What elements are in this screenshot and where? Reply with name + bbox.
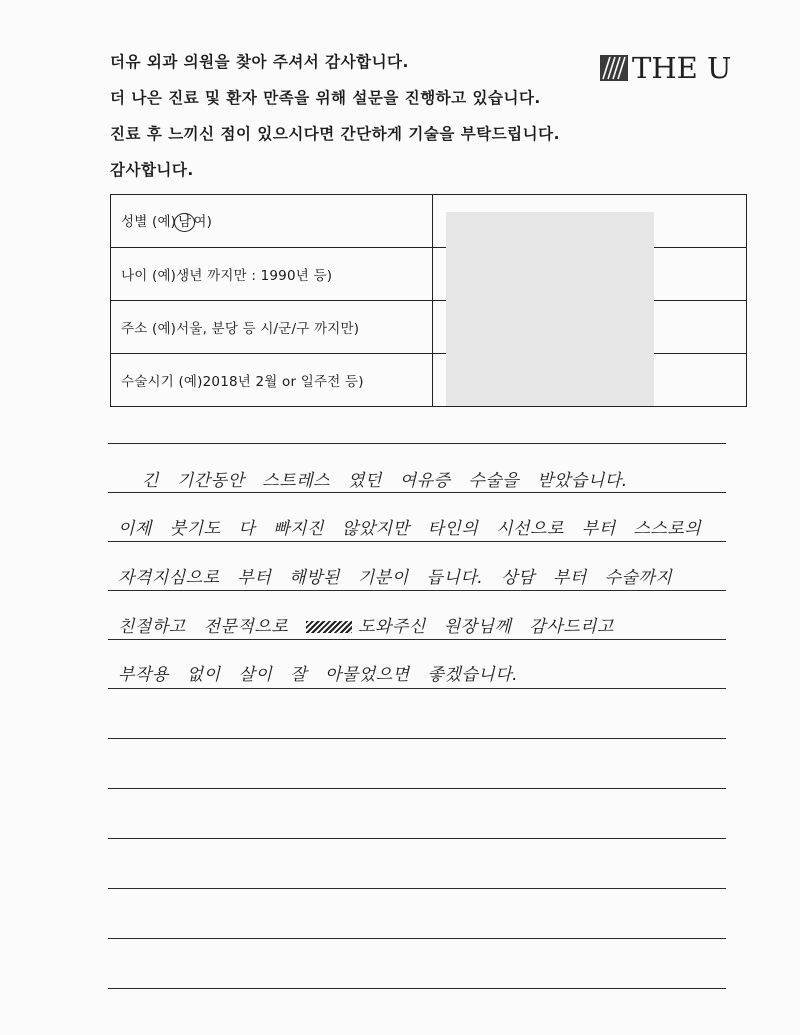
writing-rule bbox=[108, 938, 726, 939]
handwritten-line-4 bbox=[118, 612, 718, 637]
handwritten-line-4-end: 도와주신 원장님께 감사드리고 bbox=[358, 617, 614, 637]
gender-circled-option: 남 bbox=[174, 213, 195, 232]
age-label: 나이 (예)생년 까지만 : 1990년 등) bbox=[111, 248, 433, 301]
handwritten-line-2: 이제 붓기도 다 빠지진 않았지만 타인의 시선으로 부터 스스로의 bbox=[118, 519, 702, 539]
writing-rule bbox=[108, 738, 726, 739]
writing-rule bbox=[108, 639, 726, 640]
writing-rule bbox=[108, 888, 726, 889]
crossed-out-scribble bbox=[306, 621, 352, 633]
writing-rule bbox=[108, 492, 726, 493]
redaction-box bbox=[446, 212, 654, 406]
writing-rule bbox=[108, 541, 726, 542]
writing-rule bbox=[108, 443, 726, 444]
gender-label bbox=[111, 195, 433, 248]
intro-line-4: 감사합니다. bbox=[110, 161, 194, 179]
writing-rule bbox=[108, 590, 726, 591]
gender-suffix: 여) bbox=[193, 214, 213, 231]
logo-text: THE U bbox=[632, 51, 732, 85]
survey-intro bbox=[110, 44, 590, 188]
handwritten-line-1: 긴 기간동안 스트레스 였던 여유증 수술을 받았습니다. bbox=[142, 471, 628, 491]
gender-prefix: 성별 (예) bbox=[121, 214, 177, 231]
logo-mark-icon bbox=[600, 55, 628, 81]
writing-rule bbox=[108, 838, 726, 839]
handwritten-line-5: 부작용 없이 살이 잘 아물었으면 좋겠습니다. bbox=[118, 665, 519, 685]
handwritten-line-3: 자격지심으로 부터 해방된 기분이 듭니다. 상담 부터 수술까지 bbox=[118, 568, 673, 588]
clinic-logo bbox=[600, 50, 731, 86]
writing-rule bbox=[108, 688, 726, 689]
intro-line-1: 더유 외과 의원을 찾아 주셔서 감사합니다. bbox=[110, 53, 409, 71]
handwritten-line-4-start: 친절하고 전문적으로 bbox=[118, 617, 289, 637]
intro-line-3: 진료 후 느끼신 점이 있으시다면 간단하게 기술을 부탁드립니다. bbox=[110, 125, 560, 143]
writing-rule bbox=[108, 988, 726, 989]
writing-rule bbox=[108, 788, 726, 789]
intro-line-2: 더 나은 진료 및 환자 만족을 위해 설문을 진행하고 있습니다. bbox=[110, 89, 541, 107]
address-label: 주소 (예)서울, 분당 등 시/군/구 까지만) bbox=[111, 301, 433, 354]
surgery-date-label: 수술시기 (예)2018년 2월 or 일주전 등) bbox=[111, 354, 433, 407]
